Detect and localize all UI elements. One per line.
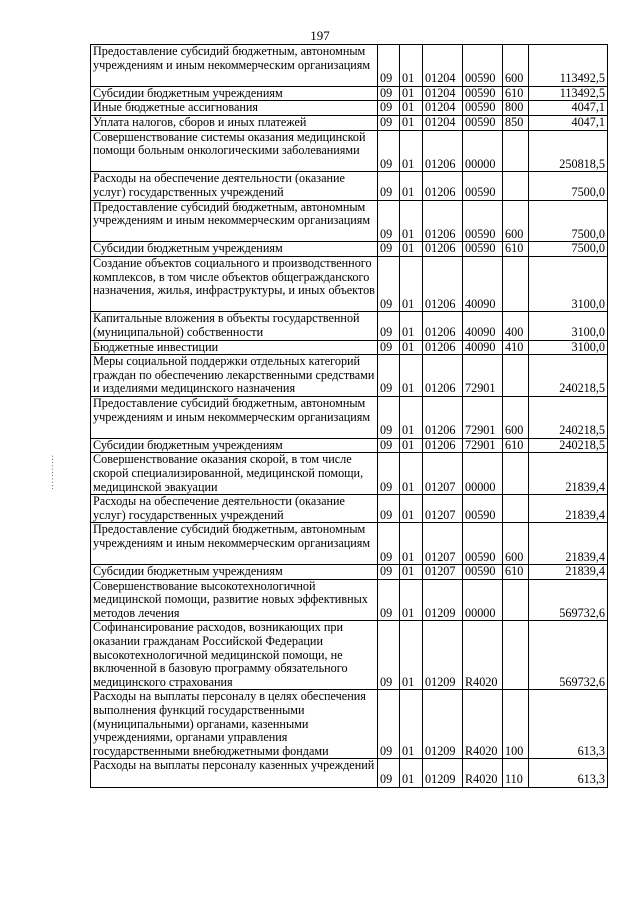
row-name: Субсидии бюджетным учреждениям <box>91 86 378 101</box>
table-row <box>91 579 608 621</box>
table-row <box>91 242 608 257</box>
row-amount: 21839,4 <box>529 453 608 495</box>
row-expense-type-code <box>503 355 529 397</box>
row-amount: 250818,5 <box>529 130 608 172</box>
row-direction-code: 40090 <box>463 256 503 311</box>
row-subsection-code: 01 <box>400 453 423 495</box>
row-program-code: 01206 <box>423 396 463 438</box>
row-amount: 569732,6 <box>529 579 608 621</box>
row-direction-code: 00590 <box>463 242 503 257</box>
row-program-code: 01207 <box>423 565 463 580</box>
table-row <box>91 495 608 523</box>
row-subsection-code: 01 <box>400 242 423 257</box>
row-program-code: 01204 <box>423 101 463 116</box>
row-expense-type-code <box>503 495 529 523</box>
table-row <box>91 523 608 565</box>
row-amount: 21839,4 <box>529 495 608 523</box>
row-subsection-code: 01 <box>400 690 423 759</box>
row-section-code: 09 <box>378 45 400 87</box>
row-expense-type-code <box>503 256 529 311</box>
row-direction-code: 72901 <box>463 355 503 397</box>
row-program-code: 01206 <box>423 172 463 200</box>
row-direction-code: R4020 <box>463 690 503 759</box>
row-section-code: 09 <box>378 242 400 257</box>
row-subsection-code: 01 <box>400 523 423 565</box>
row-subsection-code: 01 <box>400 759 423 787</box>
row-direction-code: 00590 <box>463 523 503 565</box>
row-section-code: 09 <box>378 396 400 438</box>
row-amount: 240218,5 <box>529 438 608 453</box>
table-row <box>91 355 608 397</box>
row-expense-type-code <box>503 453 529 495</box>
row-name: Меры социальной поддержки отдельных категорий граждан по обеспечению лекарственными средствами и изделиями медицинского назначения <box>91 355 378 397</box>
row-section-code: 09 <box>378 256 400 311</box>
row-expense-type-code: 610 <box>503 86 529 101</box>
row-name: Совершенствование системы оказания медицинской помощи больным онкологическими заболеваниями <box>91 130 378 172</box>
row-expense-type-code: 600 <box>503 523 529 565</box>
row-name: Предоставление субсидий бюджетным, автономным учреждениям и иным некоммерческим организациям <box>91 45 378 87</box>
row-amount: 21839,4 <box>529 565 608 580</box>
row-amount: 3100,0 <box>529 340 608 355</box>
row-name: Совершенствование высокотехнологичной медицинской помощи, развитие новых эффективных методов лечения <box>91 579 378 621</box>
row-amount: 7500,0 <box>529 172 608 200</box>
row-subsection-code: 01 <box>400 355 423 397</box>
row-section-code: 09 <box>378 86 400 101</box>
row-section-code: 09 <box>378 565 400 580</box>
row-section-code: 09 <box>378 495 400 523</box>
row-program-code: 01206 <box>423 438 463 453</box>
row-subsection-code: 01 <box>400 172 423 200</box>
row-amount: 569732,6 <box>529 621 608 690</box>
row-expense-type-code: 600 <box>503 396 529 438</box>
table-row <box>91 101 608 116</box>
row-expense-type-code <box>503 621 529 690</box>
row-name: Субсидии бюджетным учреждениям <box>91 565 378 580</box>
table-row <box>91 396 608 438</box>
row-expense-type-code: 610 <box>503 565 529 580</box>
table-row <box>91 130 608 172</box>
row-program-code: 01204 <box>423 45 463 87</box>
row-program-code: 01206 <box>423 340 463 355</box>
row-section-code: 09 <box>378 759 400 787</box>
row-direction-code: 00590 <box>463 200 503 242</box>
row-subsection-code: 01 <box>400 45 423 87</box>
row-subsection-code: 01 <box>400 115 423 130</box>
table-row <box>91 453 608 495</box>
table-row <box>91 45 608 87</box>
row-subsection-code: 01 <box>400 312 423 340</box>
row-direction-code: R4020 <box>463 759 503 787</box>
row-name: Бюджетные инвестиции <box>91 340 378 355</box>
row-section-code: 09 <box>378 690 400 759</box>
row-expense-type-code <box>503 130 529 172</box>
row-program-code: 01206 <box>423 200 463 242</box>
row-name: Расходы на обеспечение деятельности (оказание услуг) государственных учреждений <box>91 172 378 200</box>
table-row <box>91 565 608 580</box>
row-amount: 7500,0 <box>529 242 608 257</box>
row-amount: 113492,5 <box>529 45 608 87</box>
row-subsection-code: 01 <box>400 495 423 523</box>
row-subsection-code: 01 <box>400 200 423 242</box>
row-expense-type-code: 800 <box>503 101 529 116</box>
row-expense-type-code <box>503 579 529 621</box>
table-row <box>91 621 608 690</box>
row-amount: 3100,0 <box>529 312 608 340</box>
row-section-code: 09 <box>378 115 400 130</box>
row-subsection-code: 01 <box>400 86 423 101</box>
row-section-code: 09 <box>378 312 400 340</box>
row-program-code: 01206 <box>423 130 463 172</box>
row-amount: 4047,1 <box>529 115 608 130</box>
table-row <box>91 340 608 355</box>
row-amount: 240218,5 <box>529 355 608 397</box>
row-name: Предоставление субсидий бюджетным, автономным учреждениям и иным некоммерческим организациям <box>91 396 378 438</box>
row-direction-code: 00000 <box>463 130 503 172</box>
row-name: Софинансирование расходов, возникающих при оказании гражданам Российской Федерации высокотехнологичной медицинской помощи, не включенной в базовую программу обязательного медицинского страхования <box>91 621 378 690</box>
table-row <box>91 438 608 453</box>
budget-table <box>90 44 608 788</box>
row-direction-code: 40090 <box>463 340 503 355</box>
row-section-code: 09 <box>378 579 400 621</box>
table-row <box>91 759 608 787</box>
table-row <box>91 200 608 242</box>
row-section-code: 09 <box>378 340 400 355</box>
row-direction-code: 72901 <box>463 396 503 438</box>
row-direction-code: 72901 <box>463 438 503 453</box>
row-program-code: 01206 <box>423 242 463 257</box>
row-name: Иные бюджетные ассигнования <box>91 101 378 116</box>
row-program-code: 01206 <box>423 312 463 340</box>
row-name: Расходы на выплаты персоналу казенных учреждений <box>91 759 378 787</box>
table-row <box>91 690 608 759</box>
row-program-code: 01206 <box>423 355 463 397</box>
row-direction-code: 00590 <box>463 45 503 87</box>
row-amount: 613,3 <box>529 690 608 759</box>
row-amount: 21839,4 <box>529 523 608 565</box>
row-expense-type-code: 610 <box>503 438 529 453</box>
row-program-code: 01209 <box>423 690 463 759</box>
row-name: Создание объектов социального и производственного комплексов, в том числе объектов общегражданского назначения, жилья, инфраструктуры, и иных объектов <box>91 256 378 311</box>
row-program-code: 01209 <box>423 759 463 787</box>
row-expense-type-code <box>503 172 529 200</box>
row-expense-type-code: 400 <box>503 312 529 340</box>
row-program-code: 01204 <box>423 86 463 101</box>
table-row <box>91 312 608 340</box>
row-amount: 613,3 <box>529 759 608 787</box>
table-row <box>91 172 608 200</box>
row-program-code: 01209 <box>423 579 463 621</box>
row-subsection-code: 01 <box>400 256 423 311</box>
row-direction-code: 00000 <box>463 453 503 495</box>
row-name: Предоставление субсидий бюджетным, автономным учреждениям и иным некоммерческим организациям <box>91 523 378 565</box>
row-subsection-code: 01 <box>400 340 423 355</box>
row-direction-code: 00590 <box>463 565 503 580</box>
page-number: 197 <box>310 28 330 43</box>
row-expense-type-code: 600 <box>503 200 529 242</box>
row-direction-code: 00590 <box>463 172 503 200</box>
row-program-code: 01207 <box>423 495 463 523</box>
row-name: Предоставление субсидий бюджетным, автономным учреждениям и иным некоммерческим организациям <box>91 200 378 242</box>
row-expense-type-code: 600 <box>503 45 529 87</box>
row-program-code: 01207 <box>423 523 463 565</box>
row-direction-code: 40090 <box>463 312 503 340</box>
row-subsection-code: 01 <box>400 565 423 580</box>
row-section-code: 09 <box>378 355 400 397</box>
row-subsection-code: 01 <box>400 621 423 690</box>
row-direction-code: 00590 <box>463 115 503 130</box>
margin-marks: ........... <box>50 455 60 491</box>
row-expense-type-code: 610 <box>503 242 529 257</box>
row-direction-code: 00590 <box>463 101 503 116</box>
row-section-code: 09 <box>378 453 400 495</box>
row-name: Уплата налогов, сборов и иных платежей <box>91 115 378 130</box>
row-subsection-code: 01 <box>400 130 423 172</box>
row-program-code: 01207 <box>423 453 463 495</box>
row-expense-type-code: 410 <box>503 340 529 355</box>
row-section-code: 09 <box>378 200 400 242</box>
row-subsection-code: 01 <box>400 579 423 621</box>
row-expense-type-code: 110 <box>503 759 529 787</box>
row-section-code: 09 <box>378 130 400 172</box>
row-direction-code: 00590 <box>463 86 503 101</box>
row-name: Расходы на выплаты персоналу в целях обеспечения выполнения функций государственными (муниципальными) органами, казенными учреждениями, органами управления государственными внебюджетными фондами <box>91 690 378 759</box>
row-expense-type-code: 100 <box>503 690 529 759</box>
row-amount: 7500,0 <box>529 200 608 242</box>
row-section-code: 09 <box>378 621 400 690</box>
row-amount: 113492,5 <box>529 86 608 101</box>
row-section-code: 09 <box>378 438 400 453</box>
table-row <box>91 256 608 311</box>
row-name: Совершенствование оказания скорой, в том числе скорой специализированной, медицинской помощи, медицинской эвакуации <box>91 453 378 495</box>
row-subsection-code: 01 <box>400 101 423 116</box>
row-name: Субсидии бюджетным учреждениям <box>91 438 378 453</box>
row-amount: 4047,1 <box>529 101 608 116</box>
row-program-code: 01209 <box>423 621 463 690</box>
row-program-code: 01206 <box>423 256 463 311</box>
row-direction-code: 00000 <box>463 579 503 621</box>
row-direction-code: R4020 <box>463 621 503 690</box>
row-amount: 3100,0 <box>529 256 608 311</box>
row-section-code: 09 <box>378 172 400 200</box>
table-row <box>91 86 608 101</box>
row-amount: 240218,5 <box>529 396 608 438</box>
row-subsection-code: 01 <box>400 396 423 438</box>
row-program-code: 01204 <box>423 115 463 130</box>
row-name: Субсидии бюджетным учреждениям <box>91 242 378 257</box>
row-subsection-code: 01 <box>400 438 423 453</box>
row-name: Капитальные вложения в объекты государственной (муниципальной) собственности <box>91 312 378 340</box>
row-name: Расходы на обеспечение деятельности (оказание услуг) государственных учреждений <box>91 495 378 523</box>
row-section-code: 09 <box>378 523 400 565</box>
row-section-code: 09 <box>378 101 400 116</box>
table-row <box>91 115 608 130</box>
row-direction-code: 00590 <box>463 495 503 523</box>
row-expense-type-code: 850 <box>503 115 529 130</box>
